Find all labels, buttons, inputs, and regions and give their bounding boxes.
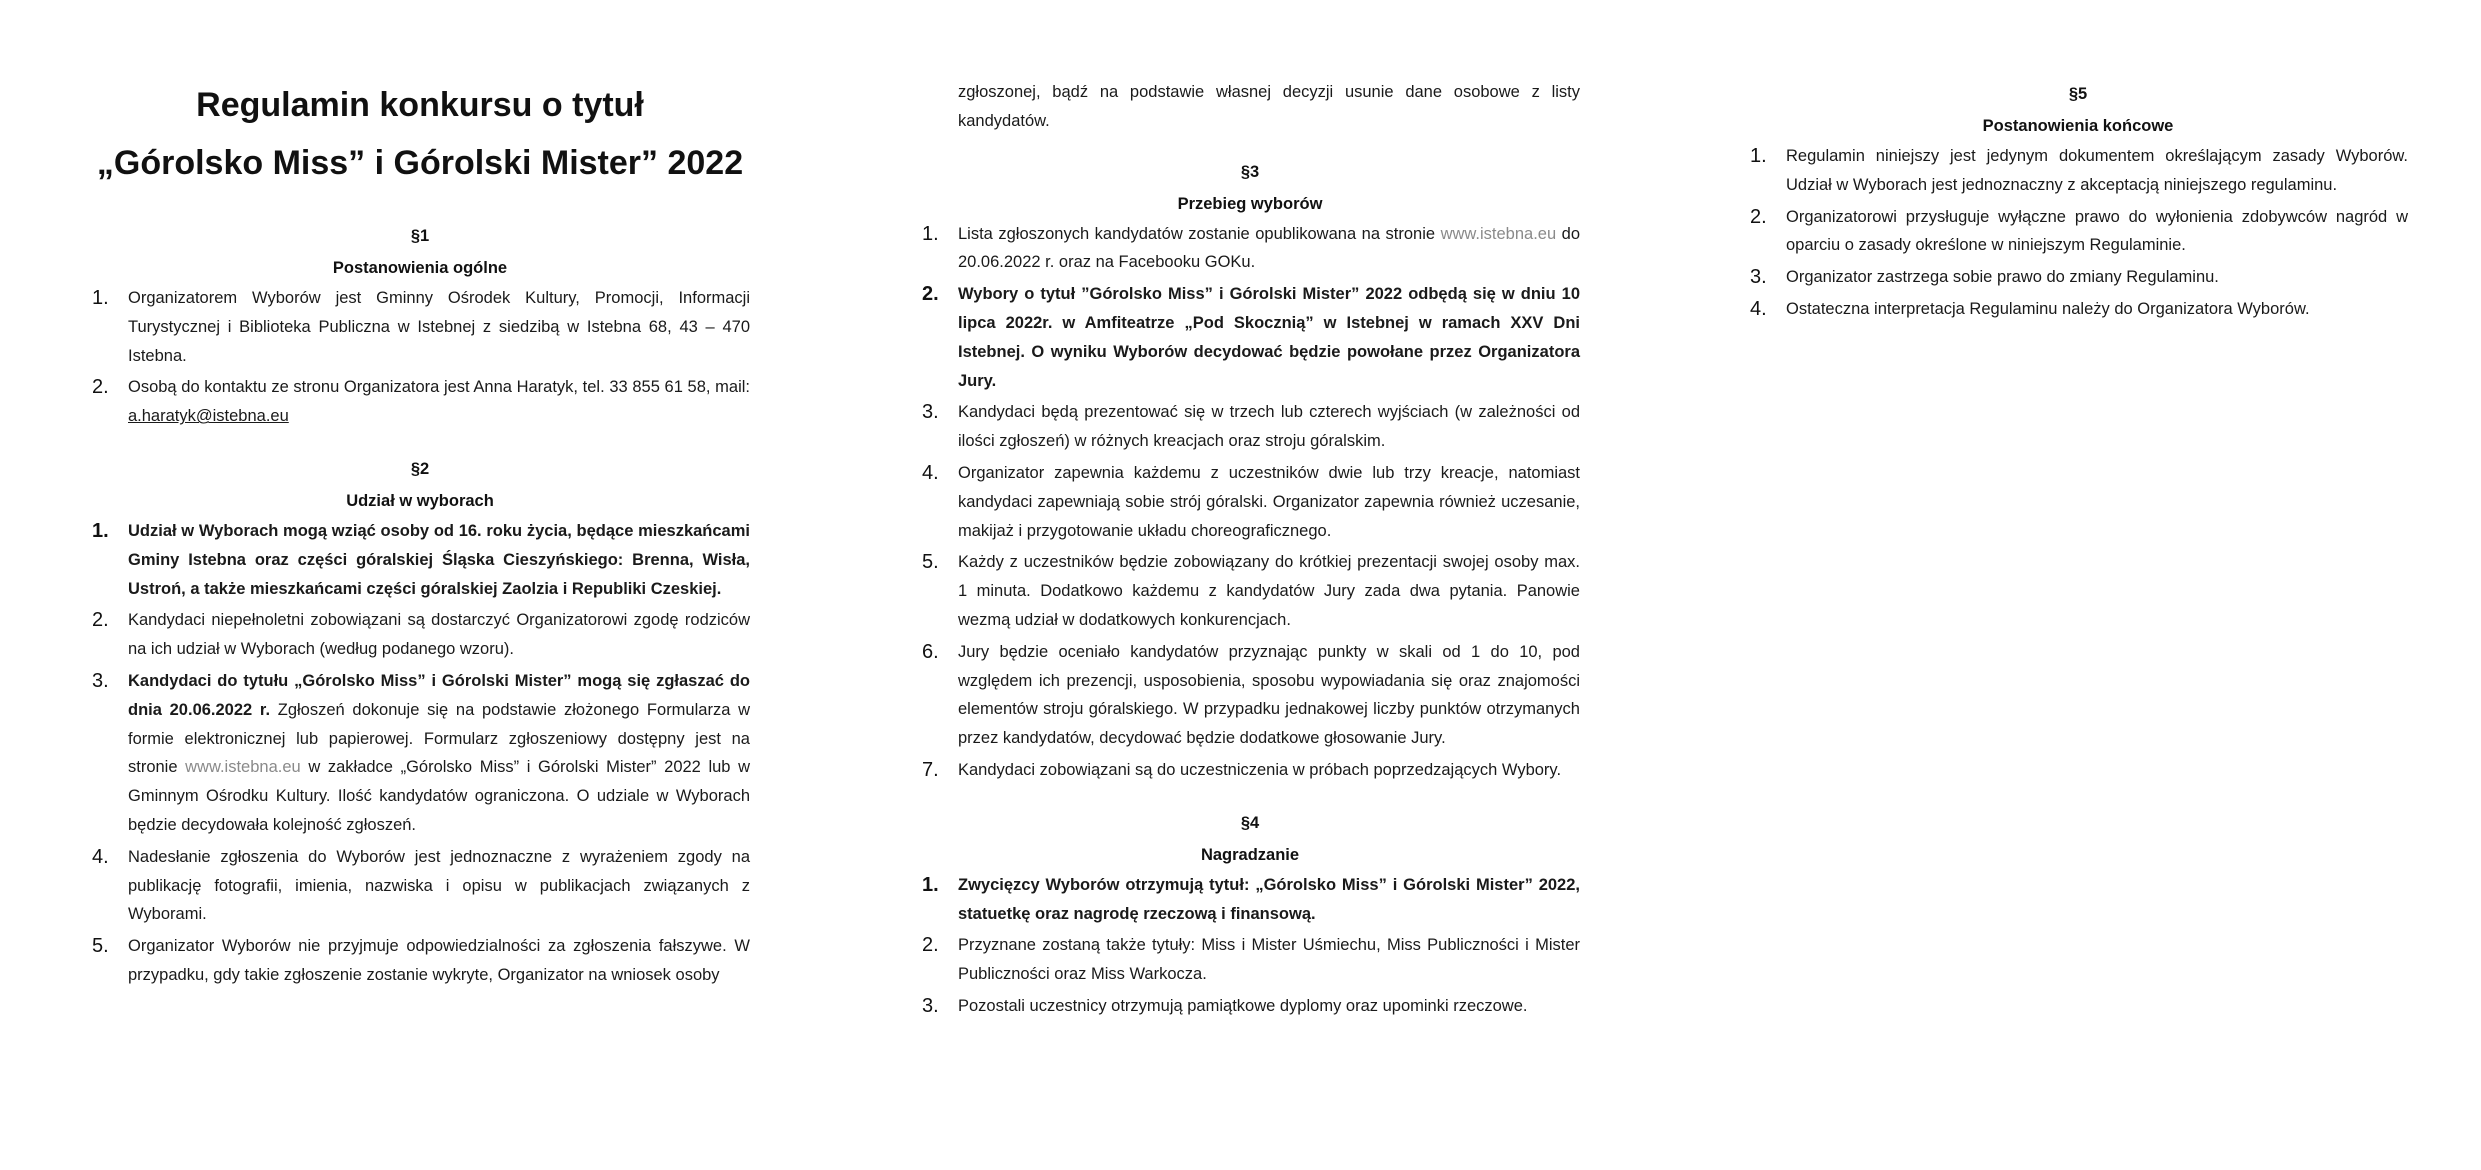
item-number: 3. bbox=[1750, 266, 1767, 289]
column-middle bbox=[920, 78, 1580, 1043]
item-text: Ostateczna interpretacja Regulaminu należy do Organizatora Wyborów. bbox=[1786, 299, 2310, 318]
website-link[interactable]: www.istebna.eu bbox=[185, 758, 301, 777]
item-text: Regulamin niniejszy jest jedynym dokumentem określającym zasady Wyborów. Udział w Wyborach jest jednoznaczny z akceptacją niniejszego regulaminu. bbox=[1786, 147, 2408, 194]
section-list bbox=[90, 284, 750, 431]
section-2 bbox=[90, 453, 750, 990]
item-text: Wybory o tytuł ”Górolsko Miss” i Górolski Mister” 2022 odbędą się w dniu 10 lipca 2022r. w Amfiteatrze „Pod Skocznią” w Istebnej w ramach XXV Dni Istebnej. O wyniku Wyborów decydować będzie powołane przez Organizatora Jury. bbox=[958, 285, 1580, 390]
item-number: 6. bbox=[922, 640, 939, 663]
list-item bbox=[1748, 295, 2408, 324]
section-number: §4 bbox=[1240, 813, 1260, 832]
section-list bbox=[90, 517, 750, 990]
item-text: Kandydaci będą prezentować się w trzech lub czterech wyjściach (w zależności od ilości zgłoszeń) w różnych kreacjach oraz stroju góralskim. bbox=[958, 403, 1580, 451]
item-text: Lista zgłoszonych kandydatów zostanie opublikowana na stronie bbox=[958, 224, 1441, 243]
list-item bbox=[920, 992, 1580, 1021]
list-item bbox=[920, 548, 1580, 634]
item-text: Organizatorem Wyborów jest Gminny Ośrodek Kultury, Promocji, Informacji Turystycznej i Biblioteka Publiczna w Istebnej z siedzibą w Istebna 68, 43 – 470 Istebna. bbox=[128, 289, 750, 365]
item-text: Pozostali uczestnicy otrzymują pamiątkowe dyplomy oraz upominki rzeczowe. bbox=[958, 996, 1528, 1015]
section-5 bbox=[1748, 78, 2408, 324]
item-number: 2. bbox=[922, 934, 939, 957]
list-item bbox=[920, 459, 1580, 545]
column-right bbox=[1748, 78, 2408, 346]
section-title: Postanowienia ogólne bbox=[332, 259, 508, 277]
section-number: §5 bbox=[2068, 85, 2088, 103]
item-number: 4. bbox=[92, 845, 109, 868]
item-text: Osobą do kontaktu ze stronu Organizatora jest Anna Haratyk, tel. 33 855 61 58, mail: bbox=[128, 378, 750, 397]
continued-text: zgłoszonej, bądź na podstawie własnej decyzji usunie dane osobowe z listy kandydatów. bbox=[958, 83, 1580, 130]
item-number: 3. bbox=[922, 994, 939, 1017]
item-number: 1. bbox=[92, 519, 109, 542]
section-title: Nagradzanie bbox=[1200, 845, 1300, 864]
item-number: 1. bbox=[922, 873, 939, 896]
list-item bbox=[90, 932, 750, 990]
item-text: Zwycięzcy Wyborów otrzymują tytuł: „Górolsko Miss” i Górolski Mister” 2022, statuetkę oraz nagrodę rzeczową i finansową. bbox=[958, 875, 1580, 923]
list-item bbox=[920, 220, 1580, 278]
item-text: Organizator zapewnia każdemu z uczestników dwie lub trzy kreacje, natomiast kandydaci zapewniają sobie strój góralski. Organizator zapewnia również uczesanie, makijaż i przygotowanie układu choreograficznego. bbox=[958, 463, 1580, 540]
section-number: §1 bbox=[410, 227, 430, 245]
item-number: 1. bbox=[92, 287, 109, 309]
item-text: Organizator zastrzega sobie prawo do zmiany Regulaminu. bbox=[1786, 268, 2219, 287]
item-text: Kandydaci zobowiązani są do uczestniczenia w próbach poprzedzających Wybory. bbox=[958, 760, 1562, 779]
section-title: Udział w wyborach bbox=[346, 491, 494, 510]
title-line-1: Regulamin konkursu o tytuł bbox=[196, 86, 644, 124]
item-text: Zgłoszeń dokonuje się na podstawie złożonego Formularza w formie elektronicznej lub papierowej. Formularz zgłoszeniowy dostępny jest na stronie bbox=[128, 700, 750, 777]
item-text: do 20.06.2022 r. oraz na Facebooku GOKu. bbox=[958, 224, 1581, 272]
email-link[interactable]: a.haratyk@istebna.eu bbox=[128, 407, 289, 426]
item-number: 1. bbox=[922, 222, 939, 245]
document-title bbox=[90, 76, 750, 192]
title-line-2: „Górolsko Miss” i Górolski Mister” 2022 bbox=[96, 144, 744, 182]
list-item bbox=[90, 606, 750, 664]
item-text: Udział w Wyborach mogą wziąć osoby od 16. roku życia, będące mieszkańcami Gminy Istebna oraz części góralskiej Śląska Cieszyńskiego: Brenna, Wisła, Ustroń, a także mieszkańcami części góralskiej Zaolzia i Republiki Czeskiej. bbox=[128, 521, 750, 598]
item-number: 2. bbox=[1750, 205, 1767, 228]
section-1 bbox=[90, 220, 750, 431]
column-left bbox=[90, 0, 750, 1012]
website-link[interactable]: www.istebna.eu bbox=[1440, 224, 1557, 243]
section-4 bbox=[920, 807, 1580, 1021]
item-number: 3. bbox=[922, 401, 939, 424]
item-number: 2. bbox=[92, 376, 109, 399]
section-list bbox=[1748, 142, 2408, 324]
item-number: 2. bbox=[922, 283, 939, 306]
list-item bbox=[1748, 263, 2408, 292]
section-number: §3 bbox=[1240, 162, 1260, 181]
item-number: 7. bbox=[922, 758, 939, 781]
item-number: 5. bbox=[922, 551, 939, 574]
list-item bbox=[1748, 142, 2408, 200]
item-text: Nadesłanie zgłoszenia do Wyborów jest jednoznaczne z wyrażeniem zgody na publikację fotografii, imienia, nazwiska i opisu w publikacjach związanych z Wyborami. bbox=[128, 847, 750, 924]
section-title: Przebieg wyborów bbox=[1177, 194, 1323, 213]
list-item bbox=[90, 284, 750, 370]
item-text: Przyznane zostaną także tytuły: Miss i Mister Uśmiechu, Miss Publiczności i Mister Publiczności oraz Miss Warkocza. bbox=[958, 936, 1580, 984]
list-item bbox=[920, 871, 1580, 929]
item-text: w zakładce „Górolsko Miss” i Górolski Mister” 2022 lub w Gminnym Ośrodku Kultury. Ilość kandydatów ograniczona. O udziale w Wyborach będzie decydowała kolejność zgłoszeń. bbox=[128, 758, 750, 834]
item-number: 2. bbox=[92, 609, 109, 632]
section-list bbox=[920, 220, 1580, 785]
item-number: 3. bbox=[92, 669, 109, 692]
list-item bbox=[90, 517, 750, 603]
list-item bbox=[90, 667, 750, 840]
list-item bbox=[920, 756, 1580, 785]
section-3 bbox=[920, 156, 1580, 785]
section-title: Postanowienia końcowe bbox=[1982, 117, 2174, 135]
section-number: §2 bbox=[410, 459, 430, 478]
item-text: Kandydaci niepełnoletni zobowiązani są dostarczyć Organizatorowi zgodę rodziców na ich udział w Wyborach (według podanego wzoru). bbox=[128, 611, 750, 659]
list-item bbox=[920, 398, 1580, 456]
item-text-bold: Kandydaci do tytułu „Górolsko Miss” i Górolski Mister” mogą się zgłaszać do dnia 20.06.2022 r. bbox=[128, 671, 750, 719]
item-text: Organizator Wyborów nie przyjmuje odpowiedzialności za zgłoszenia fałszywe. W przypadku, gdy takie zgłoszenie zostanie wykryte, Organizator na wniosek osoby bbox=[128, 937, 750, 984]
list-item bbox=[1748, 203, 2408, 261]
item-number: 5. bbox=[92, 935, 109, 958]
list-item bbox=[920, 638, 1580, 753]
item-text: Jury będzie oceniało kandydatów przyznając punkty w skali od 1 do 10, pod względem ich prezencji, usposobienia, sposobu wypowiadania się oraz znajomości elementów stroju góralskiego. W przypadku jednakowej liczby punktów otrzymanych przez kandydatów, decydować będzie dodatkowe głosowanie Jury. bbox=[958, 642, 1580, 748]
item-text: Organizatorowi przysługuje wyłączne prawo do wyłonienia zdobywców nagród w oparciu o zasady określone w niniejszym Regulaminie. bbox=[1786, 207, 2408, 255]
item-number: 1. bbox=[1750, 145, 1767, 167]
item-number: 4. bbox=[1750, 297, 1767, 320]
item-text: Każdy z uczestników będzie zobowiązany do krótkiej prezentacji swojej osoby max. 1 minuta. Dodatkowo każdemu z kandydatów Jury zada dwa pytania. Panowie wezmą udział w dodatkowych konkurencjach. bbox=[958, 553, 1580, 629]
list-item bbox=[920, 931, 1580, 989]
list-item bbox=[90, 843, 750, 929]
list-item bbox=[920, 280, 1580, 395]
item-number: 4. bbox=[922, 461, 939, 484]
section-list bbox=[920, 871, 1580, 1021]
list-item bbox=[90, 373, 750, 431]
